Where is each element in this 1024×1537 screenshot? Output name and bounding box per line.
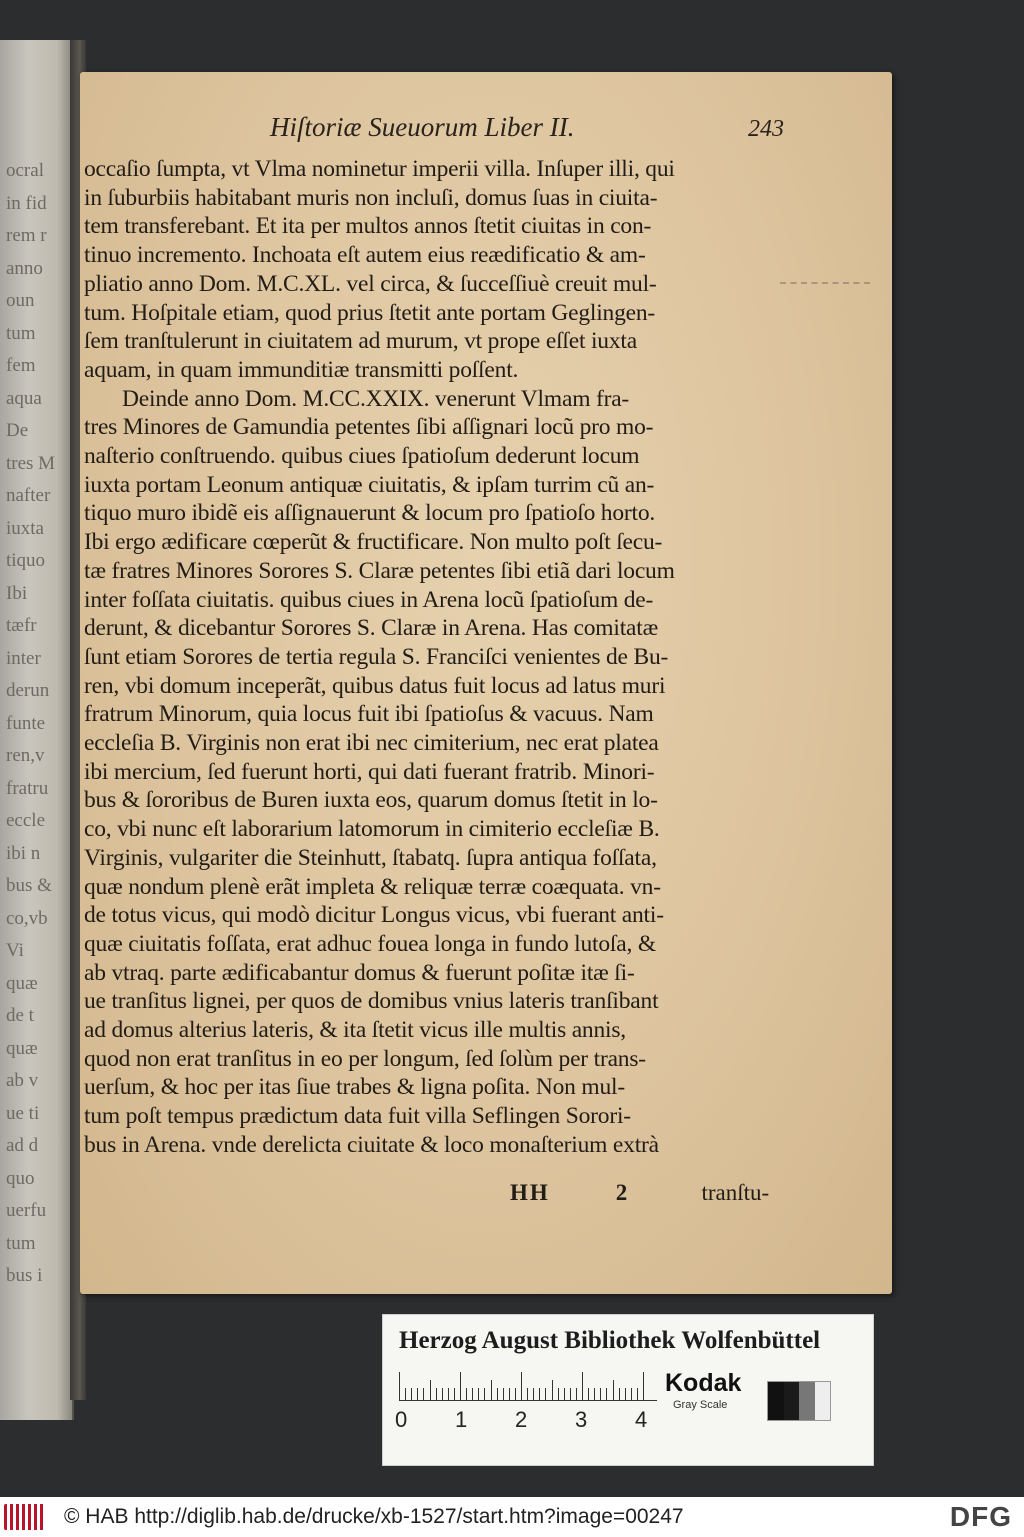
ruler-tick (588, 1388, 589, 1400)
text-line: naſterio conſtruendo. quibus ciues ſpatioſum dederunt locum (84, 443, 640, 469)
ruler-tick (417, 1388, 418, 1400)
text-line: de totus vicus, qui modò dicitur Longus vicus, vbi fuerant anti- (84, 902, 664, 929)
ruler-tick (460, 1372, 461, 1400)
ruler-tick (545, 1388, 546, 1400)
dfg-logo: DFG (949, 1501, 1012, 1532)
ruler-tick (582, 1372, 583, 1400)
prev-page-fragment: tres M (6, 452, 56, 474)
signature-mark: HH (510, 1180, 550, 1205)
ruler-number: 1 (455, 1407, 468, 1432)
kodak-logo: Kodak (665, 1369, 742, 1397)
ruler-tick (594, 1388, 595, 1400)
ruler-tick (613, 1380, 614, 1400)
prev-page-fragment: ibi n (6, 842, 41, 864)
gray-scale-swatches (767, 1381, 831, 1421)
ruler-tick (527, 1388, 528, 1400)
prev-page-fragment: tum (6, 1232, 36, 1254)
text-line: derunt, & dicebantur Sorores S. Claræ in Arena. Has comitatæ (84, 615, 659, 642)
prev-page-fragment: in fid (6, 192, 47, 214)
prev-page-fragment: fem (6, 355, 36, 376)
text-line: ab vtraq. parte ædificabantur domus & fuerunt poſitæ itæ ſi- (84, 959, 635, 986)
prev-page-fragment: ad d (6, 1135, 39, 1156)
text-line: Virginis, vulgariter die Steinhutt, ſtabatq. ſupra antiqua foſſata, (84, 844, 657, 871)
gray-scale-text: Gray Scale (673, 1399, 728, 1411)
ruler-tick (533, 1388, 534, 1400)
ruler-tick (491, 1380, 492, 1400)
ruler-tick (442, 1388, 443, 1400)
text-line: eccleſia B. Virginis non erat ibi nec cimiterium, nec erat platea (84, 730, 659, 756)
footer-bar (0, 1497, 1024, 1537)
ruler-tick (515, 1388, 516, 1400)
prev-page-fragment: tæfr (6, 615, 37, 636)
ruler-number: 0 (395, 1407, 408, 1432)
ruler-tick (643, 1372, 644, 1400)
ruler-tick (539, 1388, 540, 1400)
text-line: ſem tranſtulerunt in ciuitatem ad murum, vt prope eſſet iuxta (84, 328, 637, 355)
prev-page-fragment: ue ti (6, 1102, 40, 1124)
prev-page-fragment: quo (6, 1167, 35, 1189)
prev-page-fragment: tiquo (6, 550, 46, 571)
prev-page-fragment: fratru (6, 777, 49, 799)
ruler-number: 4 (635, 1407, 648, 1432)
text-line: tum. Hoſpitale etiam, quod prius ſtetit ante portam Geglingen- (84, 299, 656, 326)
text-line: fratrum Minorum, quia locus fuit ibi ſpatioſus & vacuus. Nam (84, 701, 654, 728)
prev-page-fragment: iuxta (6, 517, 44, 539)
prev-page-fragment: nafter (6, 485, 51, 506)
ruler-tick (564, 1388, 565, 1400)
ruler-tick (478, 1388, 479, 1400)
previous-page-edge (0, 40, 74, 1420)
ruler-tick (625, 1388, 626, 1400)
ruler-tick (472, 1388, 473, 1400)
ruler-tick (637, 1388, 638, 1400)
prev-page-fragment: Ibi (6, 582, 28, 604)
ruler-tick (497, 1388, 498, 1400)
prev-page-fragment: inter (6, 647, 41, 669)
ruler-tick (576, 1388, 577, 1400)
ruler-number: 2 (515, 1407, 528, 1432)
library-label (382, 1314, 874, 1466)
text-line: pliatio anno Dom. M.C.XL. vel circa, & ſucceſſiuè creuit mul- (84, 270, 657, 297)
text-line: tiquo muro ibidẽ eis aſſignauerunt & locum pro ſpatioſo horto. (84, 500, 656, 527)
text-line: co, vbi nunc eſt laborarium latomorum in cimiterio eccleſiæ B. (84, 816, 660, 843)
text-line: occaſio ſumpta, vt Vlma nominetur imperii villa. Inſuper illi, qui (84, 156, 675, 182)
prev-page-fragment: uerfu (6, 1200, 47, 1221)
text-line: ren, vbi domum inceperãt, quibus datus fuit locus ad latus muri (84, 672, 666, 699)
prev-page-fragment: De (6, 420, 29, 441)
prev-page-fragment: eccle (6, 810, 46, 831)
text-line: bus & ſororibus de Buren iuxta eos, quarum domus ſtetit in lo- (84, 787, 658, 814)
ruler-tick (405, 1388, 406, 1400)
ruler-tick (631, 1388, 632, 1400)
text-line: tres Minores de Gamundia petentes ſibi aſſignari locũ pro mo- (84, 414, 654, 441)
ruler-tick (430, 1380, 431, 1400)
text-line: quod non erat tranſitus in eo per longum, ſed ſolùm per trans- (84, 1045, 646, 1072)
ruler-tick (558, 1388, 559, 1400)
hab-logo-icon (4, 1504, 46, 1530)
label-title: Herzog August Bibliothek Wolfenbüttel (399, 1327, 821, 1354)
footer-copyright-link[interactable]: © HAB http://diglib.hab.de/drucke/xb-1527/start.htm?image=00247 (64, 1505, 684, 1528)
text-line: ſunt etiam Sorores de tertia regula S. Franciſci venientes de Bu- (84, 643, 669, 670)
ruler-tick (552, 1380, 553, 1400)
ruler-tick (503, 1388, 504, 1400)
prev-page-fragment: ren,v (6, 745, 45, 766)
scale-ruler (399, 1370, 657, 1401)
ruler-tick (521, 1372, 522, 1400)
prev-page-fragment: rem r (6, 225, 47, 246)
prev-page-fragment: oun (6, 290, 35, 311)
ruler-number: 3 (575, 1407, 588, 1432)
ruler-tick (606, 1388, 607, 1400)
prev-page-fragment: funte (6, 712, 46, 734)
text-line: ue tranſitus lignei, per quos de domibus vnius lateris tranſibant (84, 988, 659, 1015)
ruler-tick (436, 1388, 437, 1400)
ruler-tick (423, 1388, 424, 1400)
ruler-tick (509, 1388, 510, 1400)
ruler-tick (600, 1388, 601, 1400)
text-line: ibi mercium, ſed fuerunt horti, qui dati fuerant fratrib. Minori- (84, 758, 655, 785)
prev-page-fragment: tum (6, 322, 36, 344)
prev-page-fragment: de t (6, 1005, 34, 1026)
prev-page-fragment: derun (6, 680, 50, 701)
prev-page-fragment: aqua (6, 387, 42, 409)
text-line: aquam, in quam immunditiæ transmitti poſſent. (84, 356, 519, 383)
prev-page-fragment: quæ (6, 972, 38, 994)
prev-page-fragment: anno (6, 257, 43, 279)
text-line: tæ fratres Minores Sorores S. Claræ petentes ſibi etiã dari locum (84, 557, 675, 584)
signature-number: 2 (615, 1180, 628, 1205)
text-line: quæ nondum plenè erãt impleta & reliquæ terræ coæquata. vn- (84, 873, 661, 900)
text-line: in ſuburbiis habitabant muris non incluſi, domus ſuas in ciuita- (84, 184, 658, 211)
catchword-row (510, 1180, 769, 1206)
ruler-tick (466, 1388, 467, 1400)
running-head: Hiſtoriæ Sueuorum Liber II. (270, 112, 575, 142)
text-line: tem transferebant. Et ita per multos annos ſtetit ciuitas in con- (84, 213, 652, 240)
prev-page-fragment: ocral (6, 160, 44, 181)
text-line: Ibi ergo ædificare cœperũt & fructificare. Non multo poſt ſecu- (84, 529, 663, 556)
prev-page-fragment: bus & (6, 875, 52, 896)
text-line: quæ ciuitatis foſſata, erat adhuc fouea longa in fundo lutoſa, & (84, 930, 656, 957)
prev-page-fragment: bus i (6, 1265, 43, 1286)
ruler-tick (570, 1388, 571, 1400)
prev-page-fragment: ab v (6, 1070, 39, 1091)
page-number: 243 (748, 116, 784, 142)
prev-page-fragment: quæ (6, 1037, 38, 1059)
text-line: ad domus alterius lateris, & ita ſtetit vicus ille multis annis, (84, 1017, 626, 1043)
text-line: uerſum, & hoc per itas ſiue trabes & ligna poſita. Non mul- (84, 1074, 625, 1101)
book-page (80, 72, 892, 1294)
marginal-mark (780, 282, 870, 287)
ruler-tick (619, 1388, 620, 1400)
text-line: Deinde anno Dom. M.CC.XXIX. venerunt Vlmam fra- (122, 385, 630, 412)
text-line: inter foſſata ciuitatis. quibus ciues in Arena locũ ſpatioſum de- (84, 586, 654, 613)
ruler-tick (411, 1388, 412, 1400)
prev-page-fragment: Vi (6, 940, 24, 961)
text-line: tinuo incremento. Inchoata eſt autem eius reædificatio & am- (84, 242, 646, 269)
ruler-tick (448, 1388, 449, 1400)
catchword: tranſtu- (701, 1180, 770, 1205)
ruler-tick (454, 1388, 455, 1400)
prev-page-fragment: co,vb (6, 907, 48, 929)
text-line: iuxta portam Leonum antiquæ ciuitatis, & ipſam turrim cũ an- (84, 471, 655, 498)
text-line: bus in Arena. vnde derelicta ciuitate & loco monaſterium extrà (84, 1131, 659, 1158)
ruler-tick (399, 1372, 400, 1400)
text-line: tum poſt tempus prædictum data fuit villa Seflingen Sorori- (84, 1103, 631, 1130)
ruler-tick (484, 1388, 485, 1400)
